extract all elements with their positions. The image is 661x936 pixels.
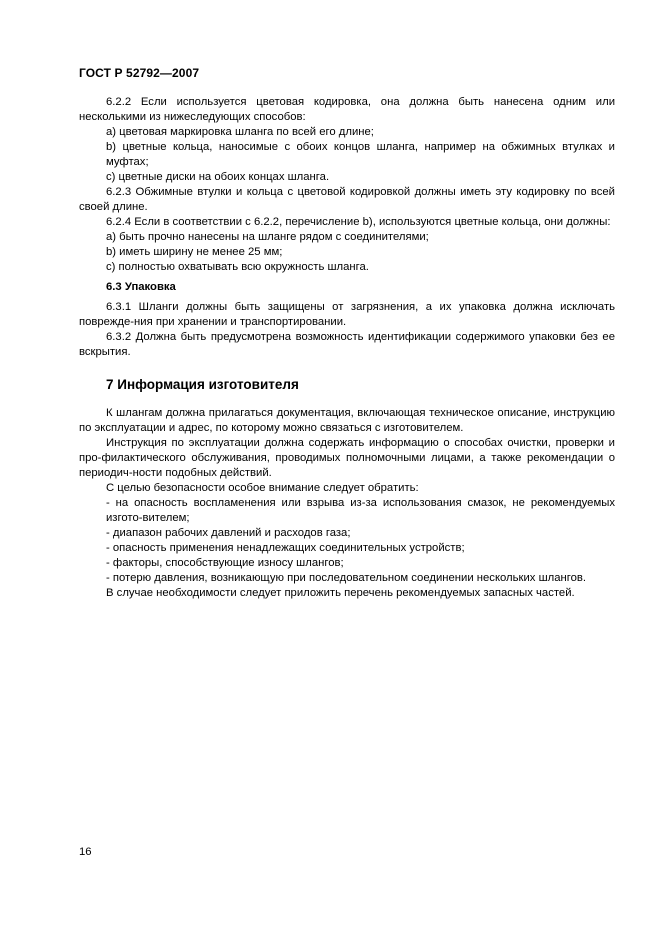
page-number: 16 — [79, 846, 92, 858]
dash-list-item: - на опасность воспламенения или взрыва из-за использования смазок, не рекомендуемых изгото-вителем; — [106, 497, 615, 524]
list-item: b) цветные кольца, наносимые с обоих концов шланга, например на обжимных втулках и муфтах; — [106, 141, 615, 168]
paragraph-7-2: Инструкция по эксплуатации должна содержать информацию о способах очистки, проверки и про-филактического обслуживания, проводимых полномочными лицами, а также рекомендации о периодич-ности подобных действий. — [79, 437, 615, 479]
paragraph-6-2-3: 6.2.3 Обжимные втулки и кольца с цветовой кодировкой должны иметь эту кодировку по всей своей длине. — [79, 186, 615, 213]
paragraph-6-3-2: 6.3.2 Должна быть предусмотрена возможность идентификации содержимого упаковки без ее вскрытия. — [79, 331, 615, 358]
spacer — [79, 394, 615, 406]
document-header: ГОСТ Р 52792—2007 — [79, 66, 200, 80]
paragraph-6-2-4: 6.2.4 Если в соответствии с 6.2.2, перечисление b), используются цветные кольца, они должны: — [106, 216, 611, 228]
list-item: c) полностью охватывать всю окружность шланга. — [106, 261, 369, 273]
subsection-title-6-3: 6.3 Упаковка — [106, 281, 176, 293]
list-item: a) быть прочно нанесены на шланге рядом с соединителями; — [106, 231, 429, 243]
dash-list-item: - опасность применения ненадлежащих соединительных устройств; — [106, 542, 465, 554]
list-item: b) иметь ширину не менее 25 мм; — [106, 246, 283, 258]
section-title-7: 7 Информация изготовителя — [106, 377, 299, 392]
list-item: a) цветовая маркировка шланга по всей его длине; — [106, 126, 374, 138]
paragraph-6-2-2: 6.2.2 Если используется цветовая кодировка, она должна быть нанесена одним или несколькими из нижеследующих способов: — [79, 96, 615, 123]
paragraph-6-3-1: 6.3.1 Шланги должны быть защищены от загрязнения, а их упаковка должна исключать поврежде-ния при хранении и транспортировании. — [79, 301, 615, 328]
paragraph-7-3: С целью безопасности особое внимание следует обратить: — [106, 482, 419, 494]
paragraph-7-1: К шлангам должна прилагаться документация, включающая техническое описание, инструкцию по эксплуатации и адрес, по которому можно связаться с изготовителем. — [79, 407, 615, 434]
document-body — [79, 95, 615, 601]
dash-list-item: - факторы, способствующие износу шлангов; — [106, 557, 344, 569]
paragraph-7-4: В случае необходимости следует приложить перечень рекомендуемых запасных частей. — [106, 587, 575, 599]
list-item: c) цветные диски на обоих концах шланга. — [106, 171, 330, 183]
dash-list-item: - диапазон рабочих давлений и расходов газа; — [106, 527, 351, 539]
dash-list-item: - потерю давления, возникающую при последовательном соединении нескольких шлангов. — [106, 572, 587, 584]
spacer — [79, 360, 615, 376]
